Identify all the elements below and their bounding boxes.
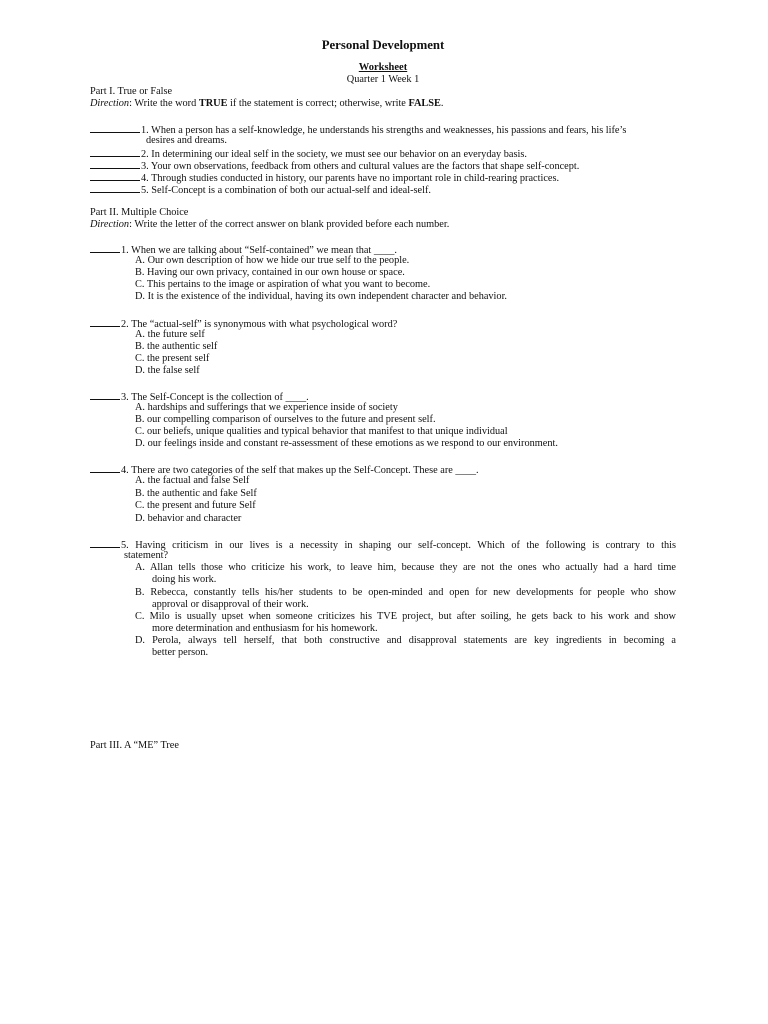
- mc-stem-cont: statement?: [124, 550, 169, 561]
- part1-direction-label: Direction: [90, 98, 130, 109]
- tf-item-5: [90, 183, 431, 196]
- part1-heading: Part I. True or False: [90, 86, 173, 97]
- mc-stem: 2. The “actual-self” is synonymous with what psychological word?: [121, 319, 398, 330]
- answer-blank[interactable]: [90, 147, 140, 157]
- part1-direction: [90, 98, 443, 109]
- answer-blank[interactable]: [90, 159, 140, 169]
- mc-option-cont: doing his work.: [152, 574, 217, 585]
- part1-direction-true: TRUE: [198, 98, 228, 109]
- mc-option: C. the present self: [135, 353, 210, 364]
- mc-option: C. Milo is usually upset when someone criticizes his TVE project, but after soiling, he gets back to his work and show: [135, 611, 676, 622]
- answer-blank[interactable]: [90, 538, 120, 548]
- mc-option: B. Having our own privacy, contained in our own house or space.: [135, 267, 405, 278]
- answer-blank[interactable]: [90, 390, 120, 400]
- mc-option: C. This pertains to the image or aspiration of what you want to become.: [135, 279, 431, 290]
- mc-option-cont: better person.: [152, 647, 209, 658]
- mc-option: D. the false self: [135, 365, 200, 376]
- mc-option: B. the authentic and fake Self: [135, 488, 257, 499]
- tf-item-text: 3. Your own observations, feedback from others and cultural values are the factors that shape self-concept.: [141, 161, 580, 172]
- part2-heading: Part II. Multiple Choice: [90, 207, 189, 218]
- part3-heading: Part III. A “ME” Tree: [90, 740, 179, 751]
- part2-direction: [90, 219, 449, 230]
- answer-blank[interactable]: [90, 171, 140, 181]
- tf-item-1-cont: desires and dreams.: [146, 135, 227, 146]
- mc-option: A. the future self: [135, 329, 205, 340]
- answer-blank[interactable]: [90, 317, 120, 327]
- answer-blank[interactable]: [90, 463, 120, 473]
- mc-option: C. the present and future Self: [135, 500, 256, 511]
- mc-stem: 3. The Self-Concept is the collection of ____.: [121, 392, 309, 403]
- answer-blank[interactable]: [90, 183, 140, 193]
- tf-item-text: 2. In determining our ideal self in the society, we must see our behavior on an everyday basis.: [141, 149, 527, 160]
- tf-item-text: 1. When a person has a self-knowledge, he understands his strengths and weaknesses, his passions and fears, his life’s: [141, 125, 627, 136]
- mc-option: A. hardships and sufferings that we experience inside of society: [135, 402, 398, 413]
- mc-stem: 4. There are two categories of the self that makes up the Self-Concept. These are ____.: [121, 465, 479, 476]
- worksheet-label: Worksheet: [358, 62, 408, 73]
- mc-stem: 1. When we are talking about “Self-contained” we mean that ____.: [121, 245, 398, 256]
- mc-stem: 5. Having criticism in our lives is a necessity in shaping our self-concept. Which of the following is contrary to this: [121, 540, 676, 551]
- mc-option: D. Perola, always tell herself, that both constructive and disapproval statements are key ingredients in becoming a: [135, 635, 676, 646]
- part2-direction-text: : Write the letter of the correct answer on blank provided before each number.: [129, 219, 450, 230]
- mc-option: C. our beliefs, unique qualities and typical behavior that manifest to that unique individual: [135, 426, 508, 437]
- mc-option: B. Rebecca, constantly tells his/her students to be open-minded and open for new developments for people who show: [135, 587, 676, 598]
- part1-direction-text-c: .: [440, 98, 444, 109]
- mc-option: D. our feelings inside and constant re-assessment of these emotions as we respond to our environment.: [135, 438, 558, 449]
- mc-option: B. the authentic self: [135, 341, 218, 352]
- part1-direction-text-b: if the statement is correct; otherwise, write: [227, 98, 409, 109]
- answer-blank[interactable]: [90, 123, 140, 133]
- mc-option-cont: approval or disapproval of their work.: [152, 599, 309, 610]
- mc-option: A. Allan tells those who criticize his work, to leave him, because they are not the ones who actually had a hard time: [135, 562, 676, 573]
- tf-item-text: 4. Through studies conducted in history, our parents have no important role in child-rearing practices.: [141, 173, 560, 184]
- mc-option: D. behavior and character: [135, 513, 242, 524]
- mc-option: A. Our own description of how we hide our true self to the people.: [135, 255, 410, 266]
- mc-question-5: [90, 538, 676, 551]
- part1-direction-text-a: : Write the word: [129, 98, 199, 109]
- answer-blank[interactable]: [90, 243, 120, 253]
- quarter-label: Quarter 1 Week 1: [346, 74, 420, 85]
- page-title: Personal Development: [321, 38, 445, 52]
- mc-option: B. our compelling comparison of ourselves to the future and present self.: [135, 414, 436, 425]
- mc-option-cont: more determination and enthusiasm for his homework.: [152, 623, 378, 634]
- tf-item-text: 5. Self-Concept is a combination of both our actual-self and ideal-self.: [141, 185, 431, 196]
- part2-direction-label: Direction: [90, 219, 130, 230]
- mc-option: A. the factual and false Self: [135, 475, 250, 486]
- part1-direction-false: FALSE: [408, 98, 441, 109]
- mc-option: D. It is the existence of the individual, having its own independent character and behavior.: [135, 291, 508, 302]
